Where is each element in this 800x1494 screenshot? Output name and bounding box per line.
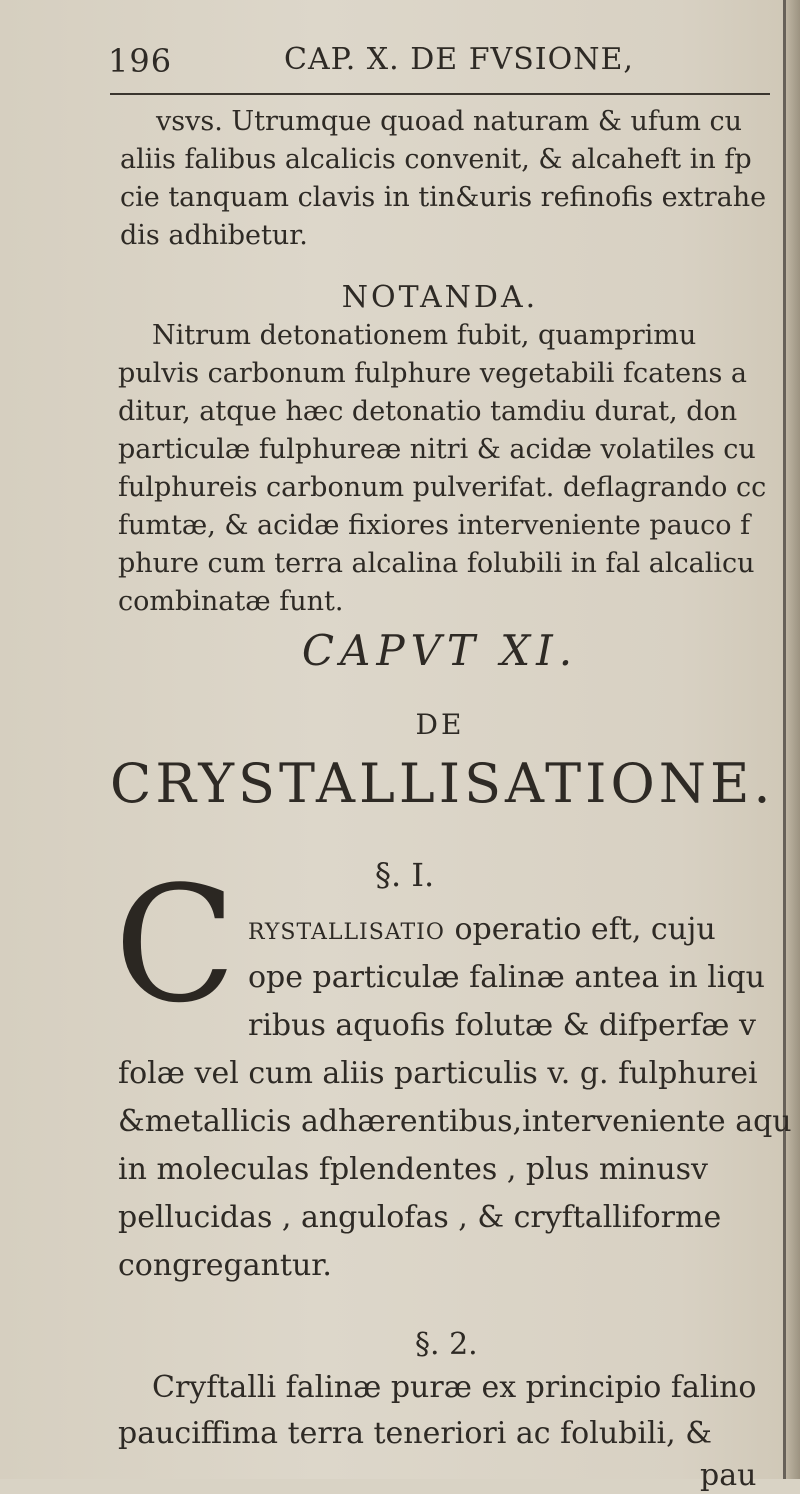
text-line: aliis falibus alcalicis convenit, & alcaheft in fp	[120, 144, 752, 175]
text-line: vsvs. Utrumque quoad naturam & ufum cu	[156, 106, 743, 137]
section-mark: §. I.	[375, 856, 435, 894]
page-edge	[786, 0, 800, 1479]
text-line: pauciffima terra teneriori ac folubili, &	[118, 1416, 712, 1451]
header-rule	[110, 93, 770, 95]
text-line: in moleculas fplendentes , plus minusv	[118, 1152, 708, 1187]
text-line: ditur, atque hæc detonatio tamdiu durat, don	[118, 396, 738, 427]
notanda-heading: NOTANDA.	[341, 280, 539, 315]
running-header	[108, 42, 770, 86]
section-mark: §. 2.	[415, 1327, 478, 1362]
text-line: dis adhibetur.	[120, 220, 308, 251]
text-line: particulæ fulphureæ nitri & acidæ volatiles cu	[118, 434, 756, 465]
drop-cap: C	[114, 851, 237, 1038]
chapter-de: DE	[415, 708, 465, 741]
text-line: &metallicis adhærentibus,interveniente aqu	[118, 1104, 792, 1139]
text-line: fulphureis carbonum pulverifat. deflagrando cc	[118, 472, 767, 503]
first-word: RYSTALLISATIO	[248, 920, 445, 945]
catchword: pau	[700, 1458, 757, 1493]
text-line: phure cum terra alcalina folubili in fal alcalicu	[118, 548, 755, 579]
text-line	[248, 912, 716, 951]
text-line: Cryftalli falinæ puræ ex principio falino	[152, 1370, 757, 1405]
running-title: CAP. X. DE FVSIONE,	[284, 42, 634, 77]
text-line: cie tanquam clavis in tin&uris refinofis extrahe	[120, 182, 767, 213]
text-line: ope particulæ falinæ antea in liqu	[248, 960, 765, 995]
text-line: folæ vel cum aliis particulis v. g. fulphurei	[118, 1056, 758, 1091]
chapter-title: CRYSTALLISATIONE.	[110, 752, 775, 815]
page-number: 196	[108, 42, 173, 80]
text-line: pellucidas , angulofas , & cryftalliforme	[118, 1200, 722, 1235]
text-fragment: operatio eft, cuju	[444, 912, 716, 947]
text-line: fumtæ, & acidæ fixiores interveniente pauco f	[118, 510, 751, 541]
text-line: combinatæ funt.	[118, 586, 344, 617]
text-line: ribus aquofis folutæ & difperfæ v	[248, 1008, 756, 1043]
text-line: congregantur.	[118, 1248, 332, 1283]
chapter-number: CAPVT XI.	[301, 626, 579, 675]
text-line: Nitrum detonationem fubit, quamprimu	[152, 320, 697, 351]
text-line: pulvis carbonum fulphure vegetabili fcatens a	[118, 358, 747, 389]
